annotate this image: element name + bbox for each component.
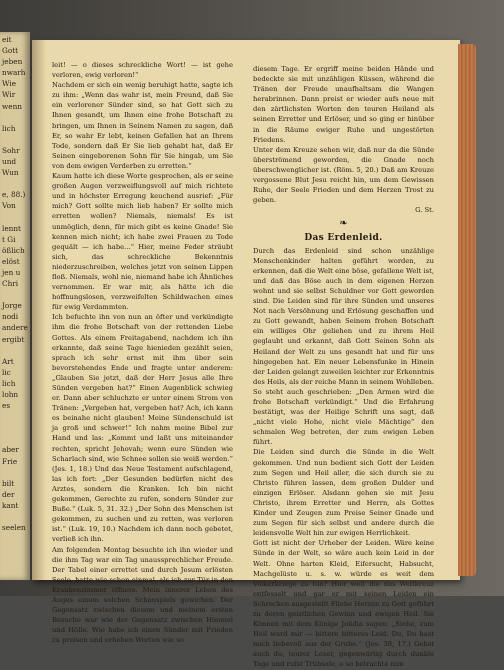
left-fragment-line [2, 112, 30, 123]
left-fragment-line [2, 178, 30, 189]
paragraph: Nachdem er sich ein wenig beruhigt hatte, sagte ich zu ihm: „Wenn das wahr ist, mein Freund, daß Sie ein verlorener Sünder sind, so hat Gott sich zu Ihnen gesandt, um Ihnen eine frohe Botschaft zu bringen, um Ihnen in Seinem Namen zu sagen, daß Er, so wahr Er lebt, keinen Gefallen hat an Ihrem Tode, sondern daß Er Sie lieb gehabt hat, daß Er Seinen eingeborenen Sohn für Sie hingab, um Sie von dem ewigen Verderben zu erretten.“ [52, 81, 233, 170]
left-fragment-line: eit [2, 35, 12, 44]
left-column [52, 60, 233, 645]
ornament-icon: ❧ [339, 218, 348, 230]
left-fragment-line [2, 289, 30, 300]
paragraph: Ich befuchte ihn von nun an öfter und verkündigte ihm die frohe Botschaft von der rettenden Liebe Gottes. Als einem Freitagabend, nachdem ich ihn erkannte, daß seine Tage hienieden gezählt seien, sprach ich sehr ernst mit ihm über sein bevorstehendes Ende und fragte unter anderem: „Glauben Sie jetzt, daß der Herr Jesus alle Ihre Sünden vergeben hat?“ Einen Augenblick schwieg er. Dann aber schluchzte er unter einem Strom von Tränen: „Vergeben hat, vergeben hat? Ach, ich kann es beinahe nicht glauben! Meine Sündenschuld ist ja groß und schwer!“ Ich nahm meine Bibel zur Hand und las: „Kommt und laßt uns miteinander rechten, spricht Jehovah; wenn eure Sünden wie Scharlach sind, wie Schnee sollen sie weiß werden.“ (Jes. 1, 18.) Und das Neue Testament aufschlagend, las ich fort: „Der Gesunden bedürfen nicht des Arztes, sondern die Kranken. Ich bin nicht gekommen, Gerechte zu rufen, sondern Sünder zur Buße.“ (Luk. 5, 31. 32.) „Der Sohn des Menschen ist gekommen, zu suchen und zu retten, was verloren ist.“ (Luk. 19, 10.) Nachdem ich dann noch gebetet, verließ ich ihn. [52, 313, 233, 544]
left-fragment-line: es [2, 401, 11, 411]
left-fragment-line: ergibt [2, 334, 25, 344]
left-fragment-line: elöst [2, 256, 20, 266]
left-page-edge [0, 32, 30, 580]
left-fragment-line: ößlich [2, 245, 25, 255]
left-fragment-line [2, 345, 30, 356]
left-fragment-line [2, 134, 30, 145]
left-fragment-line [2, 212, 30, 223]
left-fragment-line: Chri [2, 279, 19, 289]
paragraph: leit! — o dieses schreckliche Wort! — ist gehe verloren, ewig verloren!“ [52, 61, 233, 80]
left-fragment-line: Wie [2, 79, 17, 89]
paragraph: Die Leiden sind durch die Sünde in die Welt gekommen. Und nun bedient sich Gott der Leiden zum Segen und Heil aller, die sich durch sie zu Christo führen lassen, dem großen Dulder und einzigen Erlöser. Alsdann gehen sie mit Jesu Christo, ihrem Erretter und Herrn, als Gottes Kinder und Zeugen zum Preise Seiner Gnade und zum Segen für sich selbst und andere durch die leidensvolle Welt hin zur ewigen Herrlichkeit. [253, 448, 434, 538]
left-fragment-line: lic [2, 367, 11, 377]
right-column [253, 64, 434, 670]
left-fragment-line: t Gi [2, 234, 16, 244]
left-fragment-line: nwarh [2, 68, 26, 78]
left-fragment-line: nodi [2, 312, 19, 322]
paragraph: diesem Tage. Er ergriff meine beiden Hände und bedeckte sie mit unzähligen Küssen, während die Tränen der Freude unaufhaltsam die Wangen herabrinnen. Dann preist er wieder aufs neue mit den zärtlichsten Worten den teuren Heiland als seinen Erretter und Erlöser, und so ging er hinüber in die Räume ewiger Ruhe und ungestörten Friedens. [253, 65, 434, 144]
left-fragment-line [2, 511, 30, 522]
paragraph: Kaum hatte ich diese Worte gesprochen, als er seine großen Augen verzweiflungsvoll auf mich richtete und in höchster Erregung keuchend ausrief: „Für mich? Gott sollte mich lieb haben? Er sollte mich erretten wollen? Niemals, niemals! Es ist unmöglich, denn, für mich gibt es keine Gnade! Sie kennen mich nicht; ich habe zwei Frauen zu Tode gequält — ich habe...“ Hier, meine Feder sträubt sich, das schreckliche Bekenntnis niederzuschreiben, welches jetzt von seinen Lippen floß. Niemals, wohl nie, niemand habe ich Ähnliches vernommen. Er war mir, als hätte ich die hoffnungslosen, verzweifelten Schildwachen eines für ewig Verdammten. [52, 172, 233, 312]
left-fragment-line: e, 88.) [2, 190, 26, 200]
left-fragment-line: lennt [2, 223, 21, 233]
left-fragment-line: andere [2, 323, 28, 333]
left-fragment-line: Frie [2, 456, 18, 466]
left-fragment-line: kant [2, 500, 19, 510]
left-fragment-line: jen u [2, 267, 21, 277]
left-fragment-line: wenn [2, 101, 22, 111]
left-fragment-line: seelen [2, 523, 26, 533]
left-fragment-line [2, 411, 30, 422]
left-fragment-line [2, 422, 30, 433]
paragraph: Gott ist nicht der Urheber der Leiden. Wäre keine Sünde in der Welt, so wäre auch kein Leid in der Welt. Ohne harten Kleid, Eifersucht, Habsucht, Machgelüste u. s. w. würde es weit dem Völkerkriege zu tun? Hier weit die das Weltkreuz entfesselt und gar er mit seinen Leiden ein Schrecken ausgestellt Fliehe Herzen zu Gott geführt zu deren geistlichen Gewinn und ewigen Heil. Sie Können mit dem Könige Jolidia sagen: „Siehe, zum Heil ward mir — bittere bitteres Leid. Du, Du hast mich liebevoll aus der Grube.“ (Jes. 38, 17.) Gehst auch du, teurer Leser, gegenwärtig durch dunkle Tage und rufst Trübsale, o so betrachte nun [253, 539, 434, 669]
book-edge [458, 44, 476, 576]
paragraph: Durch das Erdenleid sind schon unzählige Menschenkinder halten geführt worden, zu erkennen, daß die Welt eine böse, gefallene Welt ist, und daß das Böse auch in dem eigenen Herzen wohnt und sie selbst Schuldner vor Gott geworden sind. Die Leiden sind für ihre Sünden und unseres Not nach Versöhnung und Erlösung geschaffen und zu Gott gewandt, haben Seinem frohen Botschaft ein williges Ohr geliehen und zu ihrem Heil geglaubt und erkannt, daß Gott Seinen Sohn als Heiland der Welt zu uns gesandt hat und für uns hingegeben hat. Ein neuer Lebensfunke in Hinein der Leiden gelangt zuweilen leichter zur Erkenntnis des Heils, als der reiche Mann in seinem Wohlleben. So steht auch geschrieben: „Den Armen wird die frohe Botschaft verkündigt.“ Und die Erfahrung bestätigt, was der Heilige Schrift uns sagt, daß „nicht viele Hohe, nicht viele Mächtige“ den schmalen Weg betreten, der zum ewigen Leben führt. [253, 246, 434, 447]
left-fragment-line: Wun [2, 168, 19, 178]
left-fragment-line: und [2, 157, 17, 167]
left-fragment-line: lohn [2, 390, 19, 399]
left-fragment-line: lich [2, 378, 16, 388]
left-page-fragments [0, 32, 30, 533]
left-fragment-line: Gott [2, 46, 19, 56]
left-fragment-line: bilt [2, 478, 15, 488]
left-fragment-line: Von [2, 201, 16, 211]
left-fragment-line: aber [2, 445, 19, 455]
paragraph: Am folgenden Montag besuchte ich ihn wieder und die ihm Tag war ein Tag unaussprechlicher Freude. Der Tabel einer errettet und durch Jesum erlösten Seele, hatte wie schon einmal, als ich zur Tür in den Krankenzimmer öffnete. Mein innerer Leben des Auges einem solchen Schauspiels gewichen. Der Gegensatz zwischen diesem und meinem ersten Besuche war wie der Gegensatz zwischen Himmel und Hölle. Wie habe ich einen Sünder mit Frieden zu preisen und erheben Worten wie so [52, 545, 233, 645]
section-heading: Das Erdenleid. [304, 232, 383, 243]
paragraph: Unter dem Kreuze sehen wir, daß nur da die Sünde überströmend geworden, die Gnade noch überschwenglicher ist. (Röm. 5, 20.) Daß am Kreuze vergossene Blut Jesu reicht hin, um dem Gewissen Ruhe, der Seele Frieden und dem Herzen Trost zu geben. [253, 145, 434, 205]
left-fragment-line: Jorge [2, 301, 22, 311]
left-fragment-line: jeben [2, 57, 23, 67]
left-fragment-line: Wir [2, 90, 16, 100]
left-fragment-line: Sohr [2, 145, 20, 155]
left-fragment-line: lich [2, 123, 16, 133]
left-fragment-line [2, 433, 30, 444]
left-fragment-line [2, 467, 30, 478]
signature: G. St. [415, 206, 434, 215]
left-fragment-line: der [2, 489, 15, 499]
page-gutter-shadow [32, 40, 46, 580]
left-fragment-line: Art [2, 356, 14, 366]
